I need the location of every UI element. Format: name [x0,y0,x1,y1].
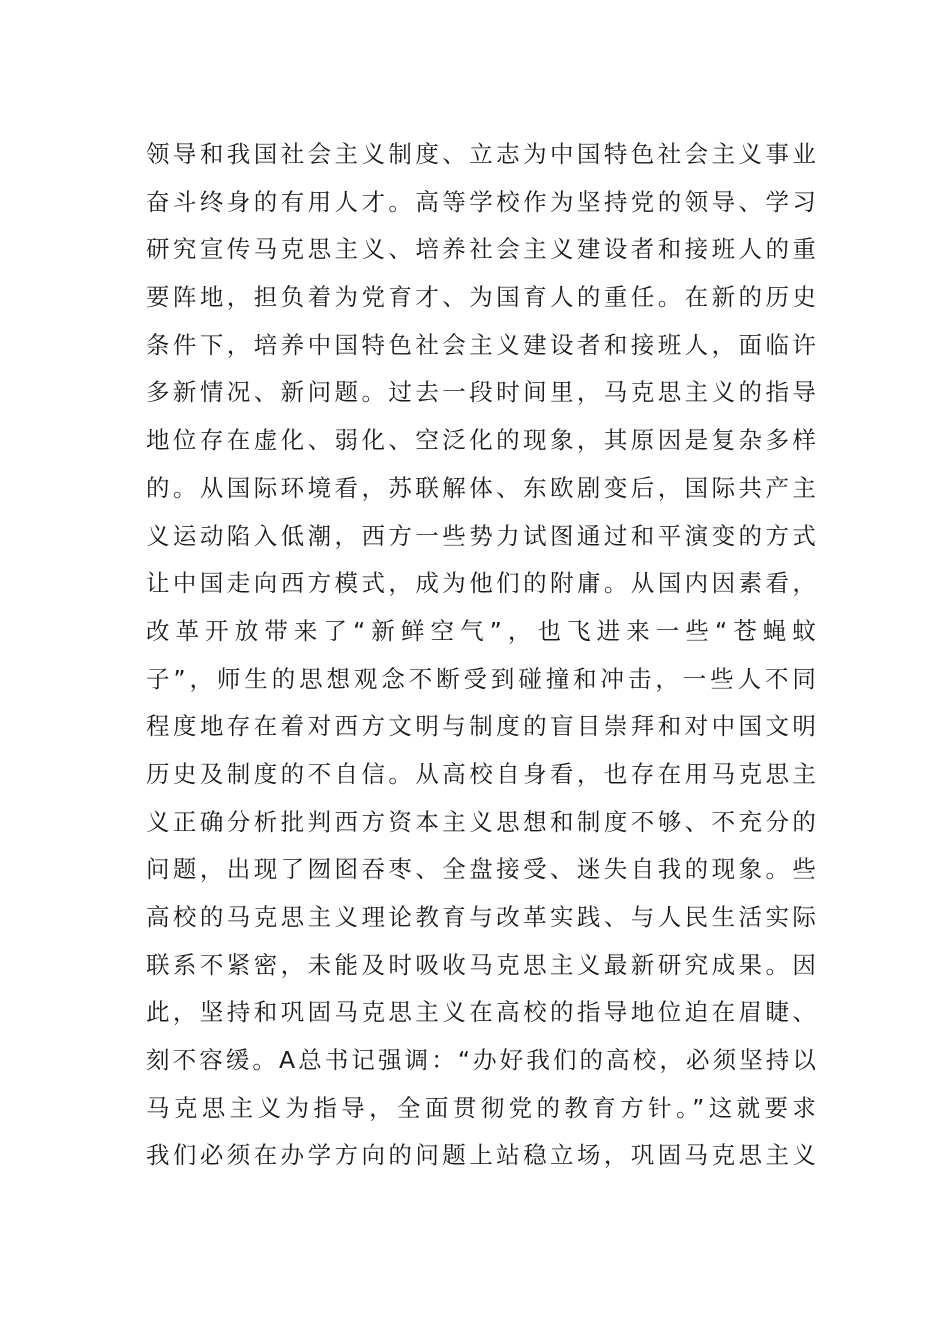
text-line: 我们必须在办学方向的问题上站稳立场，巩固马克思主义 [146,1141,816,1170]
text-line: 多新情况、新问题。过去一段时间里，马克思主义的指导 [146,378,816,407]
text-line: 问题，出现了囫囵吞枣、全盘接受、迷失自我的现象。些 [146,855,816,884]
text-line: 领导和我国社会主义制度、立志为中国特色社会主义事业 [146,140,816,168]
text-line: 的。从国际环境看，苏联解体、东欧剧变后，国际共产主 [146,473,816,502]
text-line: 研究宣传马克思主义、培养社会主义建设者和接班人的重 [146,235,816,264]
text-line: 高校的马克思主义理论教育与改革实践、与人民生活实际 [146,903,816,931]
text-line: 改革开放带来了“新鲜空气”，也飞进来一些“苍蝇蚊 [146,616,816,645]
text-line: 联系不紧密，未能及时吸收马克思主义最新研究成果。因 [146,950,816,979]
body-text [146,131,816,1180]
text-line: 马克思主义为指导，全面贯彻党的教育方针。”这就要求 [146,1093,816,1122]
text-line: 条件下，培养中国特色社会主义建设者和接班人，面临许 [146,330,816,359]
text-line: 此，坚持和巩固马克思主义在高校的指导地位迫在眉睫、 [146,998,816,1027]
text-line: 义运动陷入低潮，西方一些势力试图通过和平演变的方式 [146,521,816,550]
text-line: 要阵地，担负着为党育才、为国育人的重任。在新的历史 [146,283,816,312]
text-line: 奋斗终身的有用人才。高等学校作为坚持党的领导、学习 [146,187,816,216]
text-line: 程度地存在着对西方文明与制度的盲目崇拜和对中国文明 [146,712,816,741]
text-line: 历史及制度的不自信。从高校自身看，也存在用马克思主 [146,759,816,788]
text-line: 子”，师生的思想观念不断受到碰撞和冲击，一些人不同 [146,664,816,693]
text-line: 让中国走向西方模式，成为他们的附庸。从国内因素看， [146,569,816,598]
text-line: 刻不容缓。A总书记强调：“办好我们的高校，必须坚持以 [146,1046,816,1075]
text-line: 义正确分析批判西方资本主义思想和制度不够、不充分的 [146,807,816,836]
text-line: 地位存在虚化、弱化、空泛化的现象，其原因是复杂多样 [146,426,816,455]
